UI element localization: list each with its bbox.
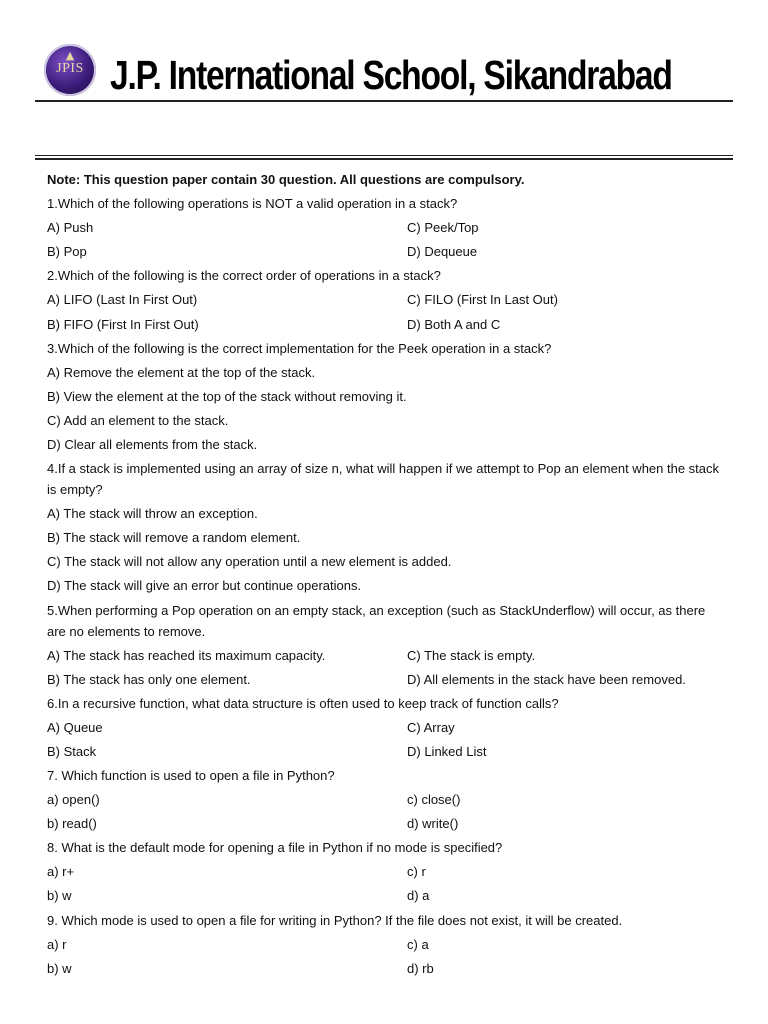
option: D) The stack will give an error but continue operations. bbox=[47, 578, 362, 594]
option: C) The stack is empty. bbox=[407, 647, 536, 663]
option: d) a bbox=[407, 888, 430, 904]
option: D) Both A and C bbox=[407, 316, 501, 332]
option: b) read() bbox=[47, 816, 97, 832]
header-divider bbox=[35, 100, 733, 102]
options-row bbox=[47, 668, 727, 692]
question-text: 6.In a recursive function, what data structure is often used to keep track of function calls? bbox=[47, 695, 559, 711]
options-row bbox=[47, 313, 727, 337]
option: C) Add an element to the stack. bbox=[47, 412, 229, 428]
option: B) Pop bbox=[47, 244, 87, 260]
options-row bbox=[47, 884, 727, 908]
question-text: 7. Which function is used to open a file in Python? bbox=[47, 767, 335, 783]
options-row bbox=[47, 644, 727, 668]
book-icon: ▲ bbox=[65, 49, 75, 62]
logo-lettering: JPIS bbox=[56, 61, 84, 76]
option: B) The stack will remove a random element. bbox=[47, 530, 301, 546]
school-logo bbox=[44, 44, 96, 96]
option: d) rb bbox=[407, 960, 434, 976]
option: B) View the element at the top of the stack without removing it. bbox=[47, 388, 407, 404]
options-row bbox=[47, 788, 727, 812]
option: A) Push bbox=[47, 220, 94, 236]
question-paper bbox=[47, 168, 727, 981]
option: c) r bbox=[407, 864, 426, 880]
section-divider-thin bbox=[35, 155, 733, 156]
option: D) All elements in the stack have been removed. bbox=[407, 671, 686, 687]
options-row bbox=[47, 860, 727, 884]
option: A) Queue bbox=[47, 719, 103, 735]
school-name: J.P. International School, Sikandrabad bbox=[110, 52, 672, 98]
option: A) LIFO (Last In First Out) bbox=[47, 292, 198, 308]
options-row bbox=[47, 957, 727, 981]
option: D) Dequeue bbox=[407, 244, 478, 260]
section-divider-thick bbox=[35, 158, 733, 160]
option: B) FIFO (First In First Out) bbox=[47, 316, 199, 332]
question-text: 8. What is the default mode for opening a file in Python if no mode is specified? bbox=[47, 840, 503, 856]
option: d) write() bbox=[407, 816, 459, 832]
options-row bbox=[47, 716, 727, 740]
option: c) a bbox=[407, 936, 429, 952]
option: b) w bbox=[47, 888, 72, 904]
option: a) open() bbox=[47, 792, 100, 808]
option: A) The stack will throw an exception. bbox=[47, 506, 258, 522]
option: D) Linked List bbox=[407, 743, 487, 759]
option: C) Peek/Top bbox=[407, 220, 479, 236]
question-text: 4.If a stack is implemented using an array of size n, what will happen if we attempt to Pop an element when the stack is empty? bbox=[47, 461, 720, 498]
options-row bbox=[47, 933, 727, 957]
page-header bbox=[0, 0, 768, 110]
option: B) The stack has only one element. bbox=[47, 671, 251, 687]
option: a) r+ bbox=[47, 864, 75, 880]
option: D) Clear all elements from the stack. bbox=[47, 437, 258, 453]
option: C) Array bbox=[407, 719, 455, 735]
option: c) close() bbox=[407, 792, 461, 808]
question-text: 1.Which of the following operations is NOT a valid operation in a stack? bbox=[47, 196, 458, 212]
option: b) w bbox=[47, 960, 72, 976]
question-text: 2.Which of the following is the correct order of operations in a stack? bbox=[47, 268, 441, 284]
question-text: 3.Which of the following is the correct implementation for the Peek operation in a stack? bbox=[47, 340, 552, 356]
question-text: 5.When performing a Pop operation on an empty stack, an exception (such as StackUnderflow) will occur, as there are no elements to remove. bbox=[47, 602, 706, 639]
option: B) Stack bbox=[47, 743, 97, 759]
options-row bbox=[47, 216, 727, 240]
options-row bbox=[47, 812, 727, 836]
options-row bbox=[47, 240, 727, 264]
options-row bbox=[47, 740, 727, 764]
option: A) Remove the element at the top of the stack. bbox=[47, 364, 316, 380]
option: a) r bbox=[47, 936, 67, 952]
question-text: 9. Which mode is used to open a file for writing in Python? If the file does not exist, it will be created. bbox=[47, 912, 623, 928]
option: C) FILO (First In Last Out) bbox=[407, 292, 558, 308]
option: C) The stack will not allow any operation until a new element is added. bbox=[47, 554, 452, 570]
instructions-note: Note: This question paper contain 30 question. All questions are compulsory. bbox=[47, 172, 525, 187]
options-row bbox=[47, 288, 727, 312]
option: A) The stack has reached its maximum capacity. bbox=[47, 647, 326, 663]
